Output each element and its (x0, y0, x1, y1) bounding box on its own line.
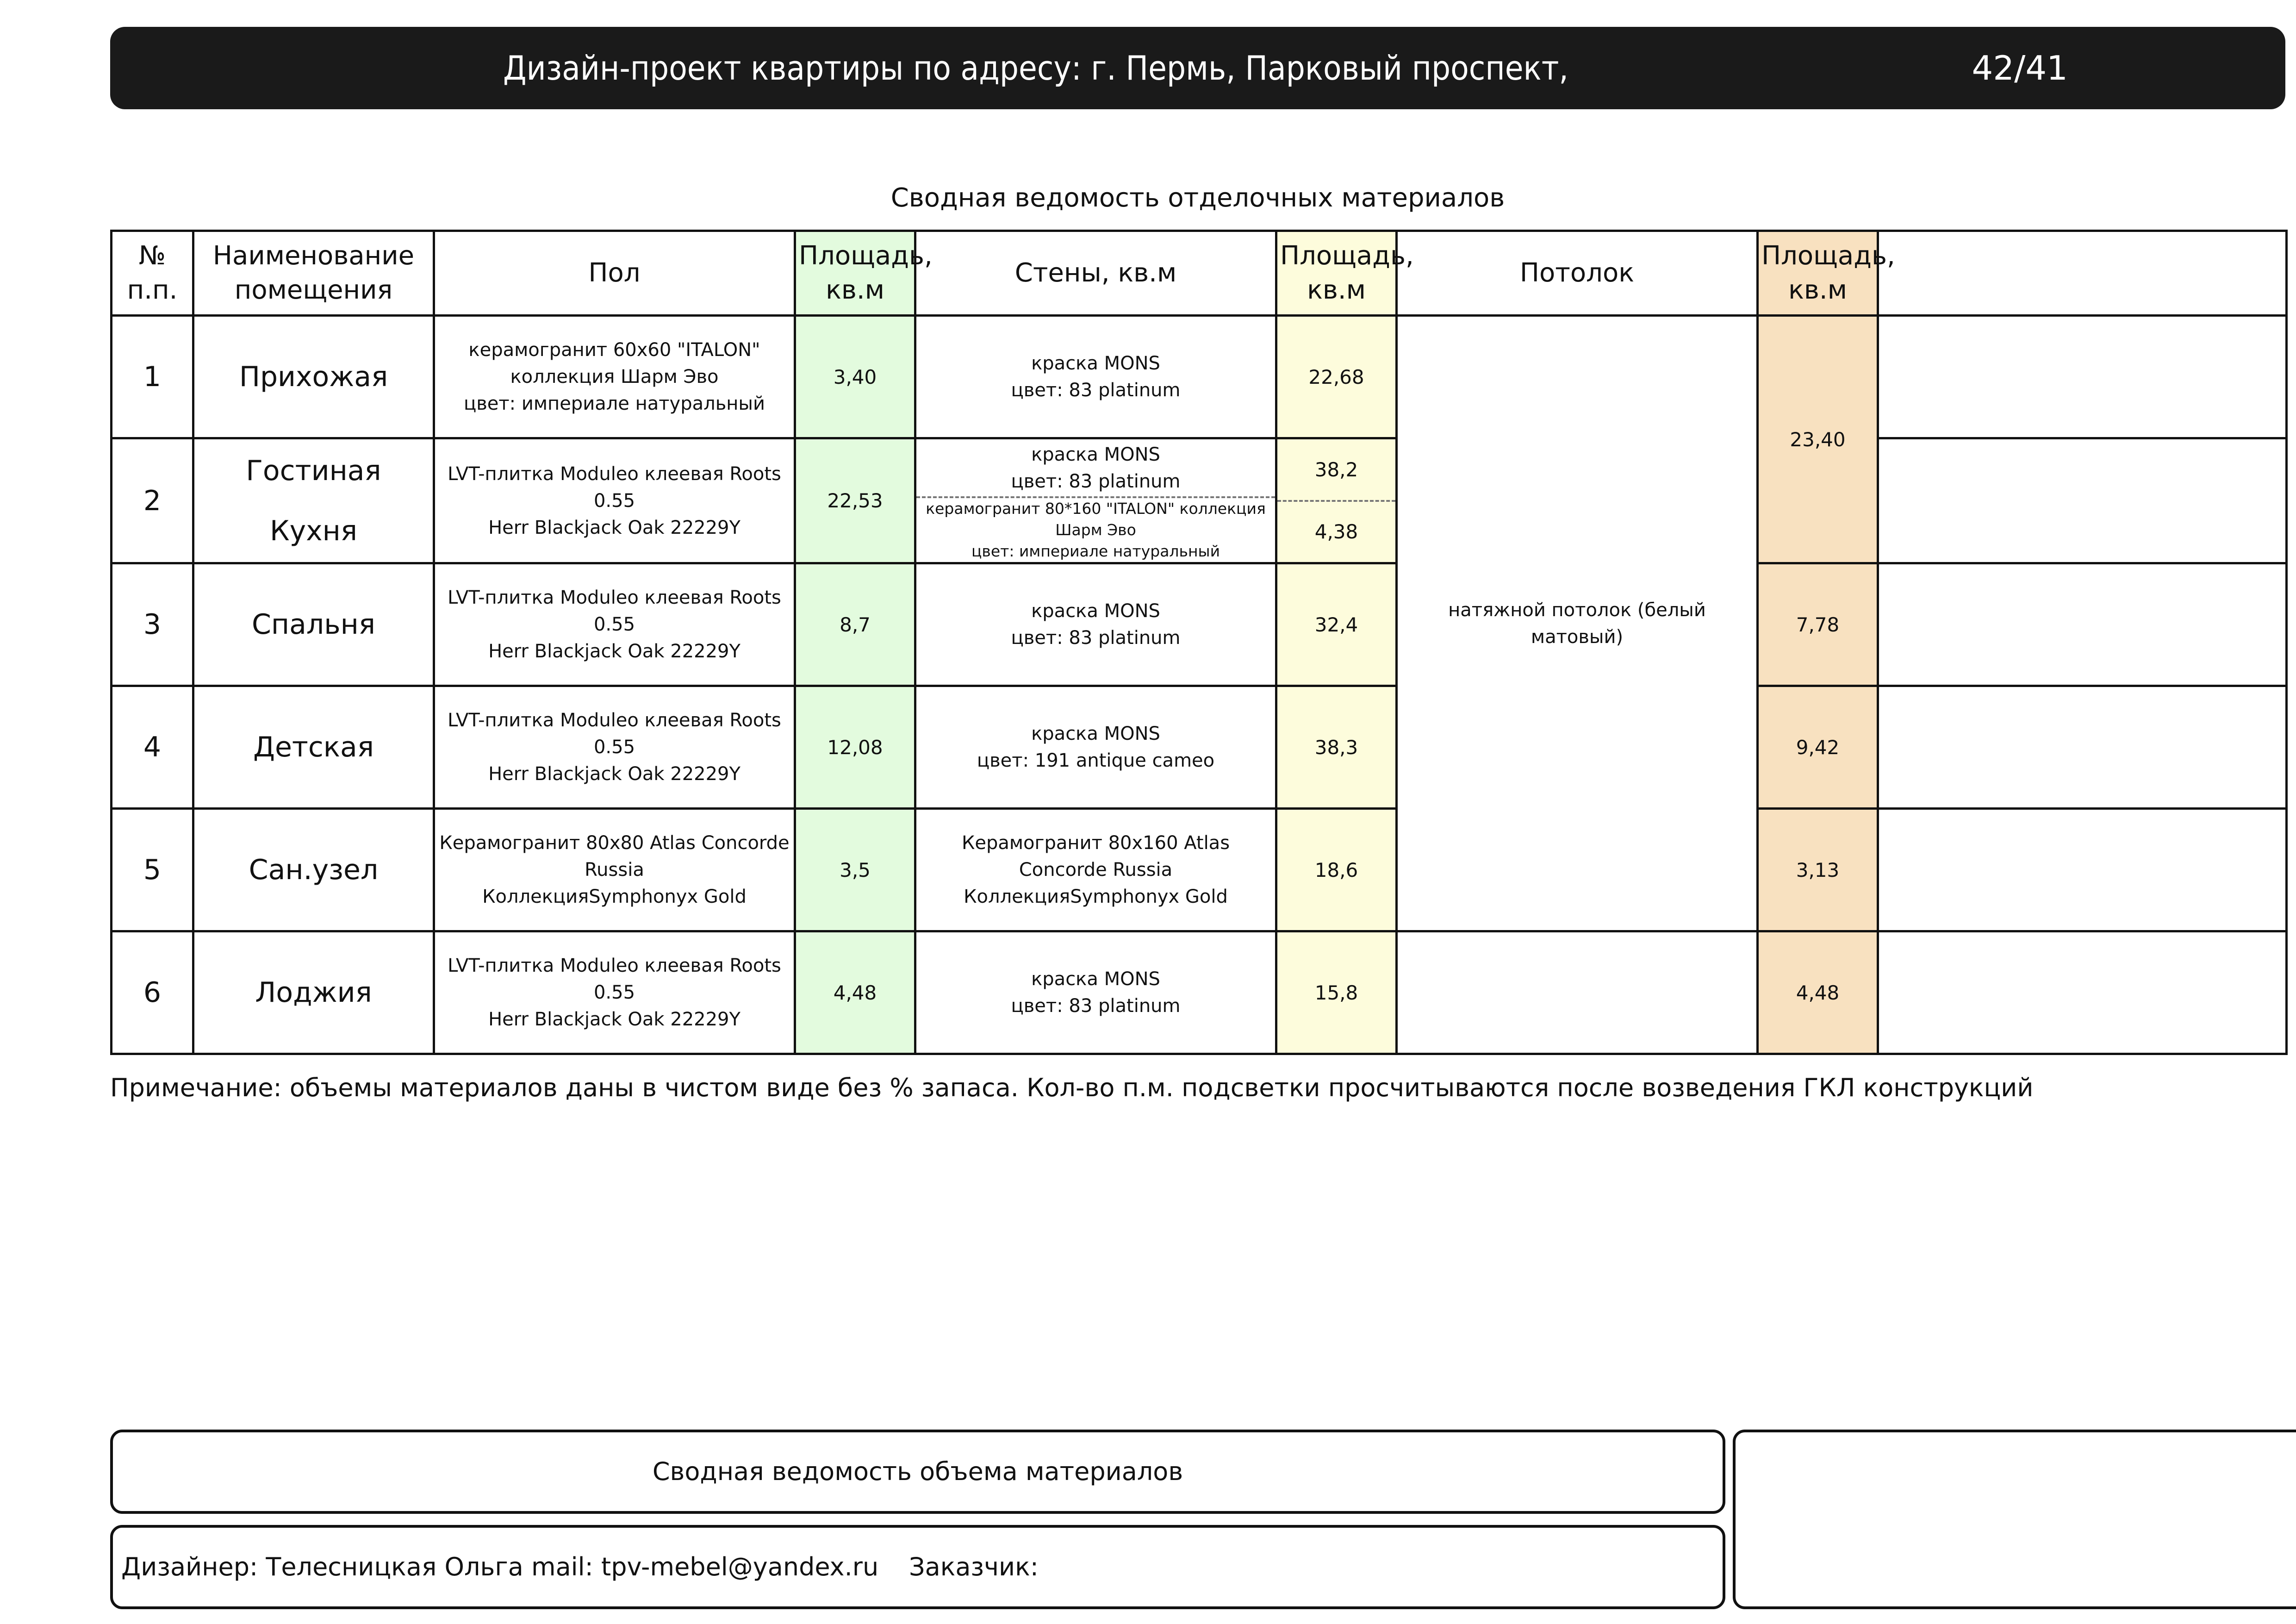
walls-area: 22,68 (1276, 316, 1397, 438)
header-ceiling: Потолок (1397, 231, 1758, 316)
header-floor-area: Площадь, кв.м (795, 231, 915, 316)
room-name: Прихожая (193, 316, 434, 438)
designer-info: Дизайнер: Телесницкая Ольга mail: tpv-mebel@yandex.ru (121, 1552, 879, 1581)
table-row (112, 686, 2287, 809)
walls-area-kitchen: 4,38 (1314, 520, 1358, 543)
header-room: Наименование помещения (193, 231, 434, 316)
room-name: Лоджия (193, 931, 434, 1054)
extra-cell (1878, 563, 2287, 686)
walls-material-line: краска MONS (1031, 968, 1160, 990)
walls-material-line: цвет: 83 platinum (1011, 380, 1181, 401)
room-name-kitchen: Кухня (270, 514, 357, 547)
floor-material-line: Керамогранит 80х80 Atlas Concorde Russia (439, 832, 790, 881)
room-name: Детская (193, 686, 434, 809)
floor-material-line: LVT-плитка Moduleo клеевая Roots 0.55 (448, 587, 781, 635)
table-header-row (112, 231, 2287, 316)
room-name-living: Гостиная (246, 454, 381, 487)
designer-box (110, 1525, 1725, 1609)
header-bar (110, 27, 2285, 109)
walls-area: 15,8 (1276, 931, 1397, 1054)
extra-cell (1878, 686, 2287, 809)
logo-box (1733, 1430, 2296, 1609)
walls-material-line: краска MONS (1031, 353, 1160, 374)
sheet-title: Сводная ведомость объема материалов (652, 1457, 1183, 1486)
floor-material-line: коллекция Шарм Эво (510, 366, 719, 387)
row-num: 6 (112, 931, 193, 1054)
walls-material-line: краска MONS (1031, 600, 1160, 622)
table-row (112, 316, 2287, 438)
floor-material (434, 316, 795, 438)
walls-material-line: цвет: 83 platinum (1011, 627, 1181, 649)
floor-material-line: Herr Blackjack Oak 22229Y (488, 641, 740, 662)
walls-material-line: Керамогранит 80х160 Atlas Concorde Russia (961, 832, 1230, 881)
header-extra (1878, 231, 2287, 316)
walls-area: 38,3 (1276, 686, 1397, 809)
walls-material (915, 563, 1276, 686)
floor-material-line: керамогранит 60х60 "ITALON" (468, 339, 760, 361)
floor-material (434, 809, 795, 931)
walls-material (915, 316, 1276, 438)
note-text: Примечание: объемы материалов даны в чистом виде без % запаса. Кол-во п.м. подсветки просчитываются после возведения ГКЛ конструкций (110, 1073, 2034, 1102)
extra-cell (1878, 931, 2287, 1054)
sheet-title-box (110, 1430, 1725, 1514)
floor-material-line: Herr Blackjack Oak 22229Y (488, 517, 740, 538)
walls-material-line: краска MONS (1031, 443, 1160, 465)
row-num: 5 (112, 809, 193, 931)
floor-area: 3,5 (795, 809, 915, 931)
floor-material-line: LVT-плитка Moduleo клеевая Roots 0.55 (448, 955, 781, 1003)
walls-material (915, 686, 1276, 809)
header-walls-area: Площадь, кв.м (1276, 231, 1397, 316)
floor-material-line: КоллекцияSymphonyx Gold (482, 886, 747, 907)
row-num: 1 (112, 316, 193, 438)
studio-logo (1736, 1442, 2296, 1557)
customer-label: Заказчик: (909, 1552, 1039, 1581)
header-floor: Пол (434, 231, 795, 316)
walls-area (1276, 438, 1397, 563)
floor-material (434, 686, 795, 809)
walls-area-living: 38,2 (1277, 439, 1395, 502)
floor-material (434, 438, 795, 563)
page-number: 42/41 (1972, 49, 2068, 87)
floor-area: 8,7 (795, 563, 915, 686)
room-name: Сан.узел (193, 809, 434, 931)
table-row (112, 438, 2287, 563)
walls-material-line: керамогранит 80*160 "ITALON" коллекция Шарм Эво (926, 500, 1266, 539)
room-name: Спальня (193, 563, 434, 686)
room-name (193, 438, 434, 563)
table-row (112, 931, 2287, 1054)
walls-area: 32,4 (1276, 563, 1397, 686)
walls-material-line: КоллекцияSymphonyx Gold (964, 886, 1228, 907)
walls-area: 18,6 (1276, 809, 1397, 931)
walls-material (915, 438, 1276, 563)
extra-cell (1878, 809, 2287, 931)
ceiling-area: 7,78 (1758, 563, 1878, 686)
floor-material-line: Herr Blackjack Oak 22229Y (488, 1009, 740, 1030)
table-row (112, 809, 2287, 931)
ceiling-material: натяжной потолок (белый матовый) (1397, 316, 1758, 931)
ceiling-area: 23,40 (1758, 316, 1878, 563)
floor-material (434, 931, 795, 1054)
floor-area: 3,40 (795, 316, 915, 438)
ceiling-area: 4,48 (1758, 931, 1878, 1054)
walls-material (915, 809, 1276, 931)
floor-material-line: цвет: империале натуральный (463, 393, 765, 414)
ceiling-material-empty (1397, 931, 1758, 1054)
table-caption: Сводная ведомость отделочных материалов (890, 183, 1505, 213)
materials-table (110, 230, 2288, 1055)
walls-material-line: цвет: 83 platinum (1011, 995, 1181, 1017)
walls-material (915, 931, 1276, 1054)
table-row (112, 563, 2287, 686)
floor-material-line: LVT-плитка Moduleo клеевая Roots 0.55 (448, 463, 781, 512)
floor-area: 4,48 (795, 931, 915, 1054)
floor-material (434, 563, 795, 686)
row-num: 4 (112, 686, 193, 809)
floor-material-line: Herr Blackjack Oak 22229Y (488, 763, 740, 785)
row-num: 3 (112, 563, 193, 686)
floor-area: 22,53 (795, 438, 915, 563)
extra-cell (1878, 316, 2287, 438)
project-title: Дизайн-проект квартиры по адресу: г. Пермь, Парковый проспект, (503, 49, 1568, 87)
floor-material-line: LVT-плитка Moduleo клеевая Roots 0.55 (448, 710, 781, 758)
ceiling-area: 9,42 (1758, 686, 1878, 809)
header-ceiling-area: Площадь, кв.м (1758, 231, 1878, 316)
extra-cell (1878, 438, 2287, 563)
walls-material-line: цвет: 191 antique cameo (977, 750, 1215, 771)
walls-material-line: краска MONS (1031, 723, 1160, 744)
header-walls: Стены, кв.м (915, 231, 1276, 316)
floor-area: 12,08 (795, 686, 915, 809)
walls-material-line: цвет: 83 platinum (1011, 470, 1181, 492)
walls-material-line: цвет: империале натуральный (971, 542, 1220, 560)
row-num: 2 (112, 438, 193, 563)
studio-logo-subtitle (1736, 1563, 2296, 1586)
ceiling-area: 3,13 (1758, 809, 1878, 931)
header-num: № п.п. (112, 231, 193, 316)
